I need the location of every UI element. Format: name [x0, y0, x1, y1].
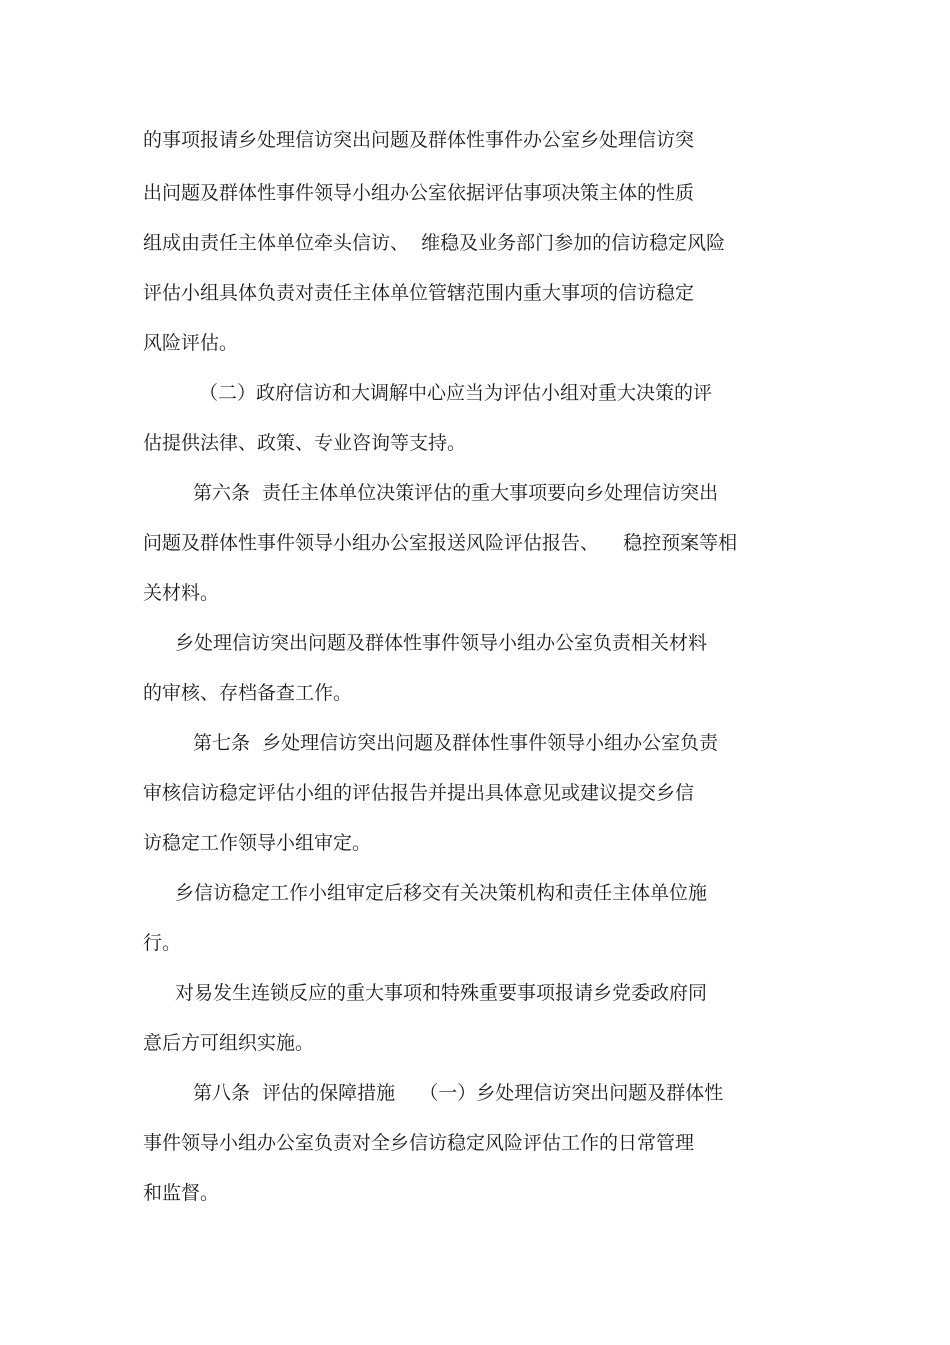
text-line-1: 的事项报请乡处理信访突出问题及群体性事件办公室乡处理信访突	[143, 129, 695, 151]
text-line-5: 风险评估。	[143, 332, 239, 354]
text-line-2: 出问题及群体性事件领导小组办公室依据评估事项决策主体的性质	[143, 182, 695, 204]
text-line-16: 乡信访稳定工作小组审定后移交有关决策机构和责任主体单位施	[175, 882, 708, 904]
text-line-13: 第七条 乡处理信访突出问题及群体性事件领导小组办公室负责	[193, 732, 719, 754]
text-line-14: 审核信访稳定评估小组的评估报告并提出具体意见或建议提交乡信	[143, 782, 695, 804]
text-line-18: 对易发生连锁反应的重大事项和特殊重要事项报请乡党委政府同	[175, 982, 708, 1004]
text-line-22: 和监督。	[143, 1182, 220, 1204]
text-line-3: 组成由责任主体单位牵头信访、 维稳及业务部门参加的信访稳定风险	[143, 232, 726, 254]
text-line-12: 的审核、存档备查工作。	[143, 682, 353, 704]
text-line-19: 意后方可组织实施。	[143, 1032, 315, 1054]
text-line-6: （二）政府信访和大调解中心应当为评估小组对重大决策的评	[199, 382, 713, 404]
text-line-9: 问题及群体性事件领导小组办公室报送风险评估报告、 稳控预案等相	[143, 532, 738, 554]
text-line-10: 关材料。	[143, 582, 220, 604]
text-line-17: 行。	[143, 932, 182, 954]
text-line-11: 乡处理信访突出问题及群体性事件领导小组办公室负责相关材料	[175, 632, 708, 654]
text-line-7: 估提供法律、政策、专业咨询等支持。	[143, 432, 467, 454]
text-line-20: 第八条 评估的保障措施 （一）乡处理信访突出问题及群体性	[193, 1082, 724, 1104]
text-line-21: 事件领导小组办公室负责对全乡信访稳定风险评估工作的日常管理	[143, 1132, 695, 1154]
text-line-8: 第六条 责任主体单位决策评估的重大事项要向乡处理信访突出	[193, 482, 719, 504]
text-line-15: 访稳定工作领导小组审定。	[143, 832, 372, 854]
text-line-4: 评估小组具体负责对责任主体单位管辖范围内重大事项的信访稳定	[143, 282, 695, 304]
